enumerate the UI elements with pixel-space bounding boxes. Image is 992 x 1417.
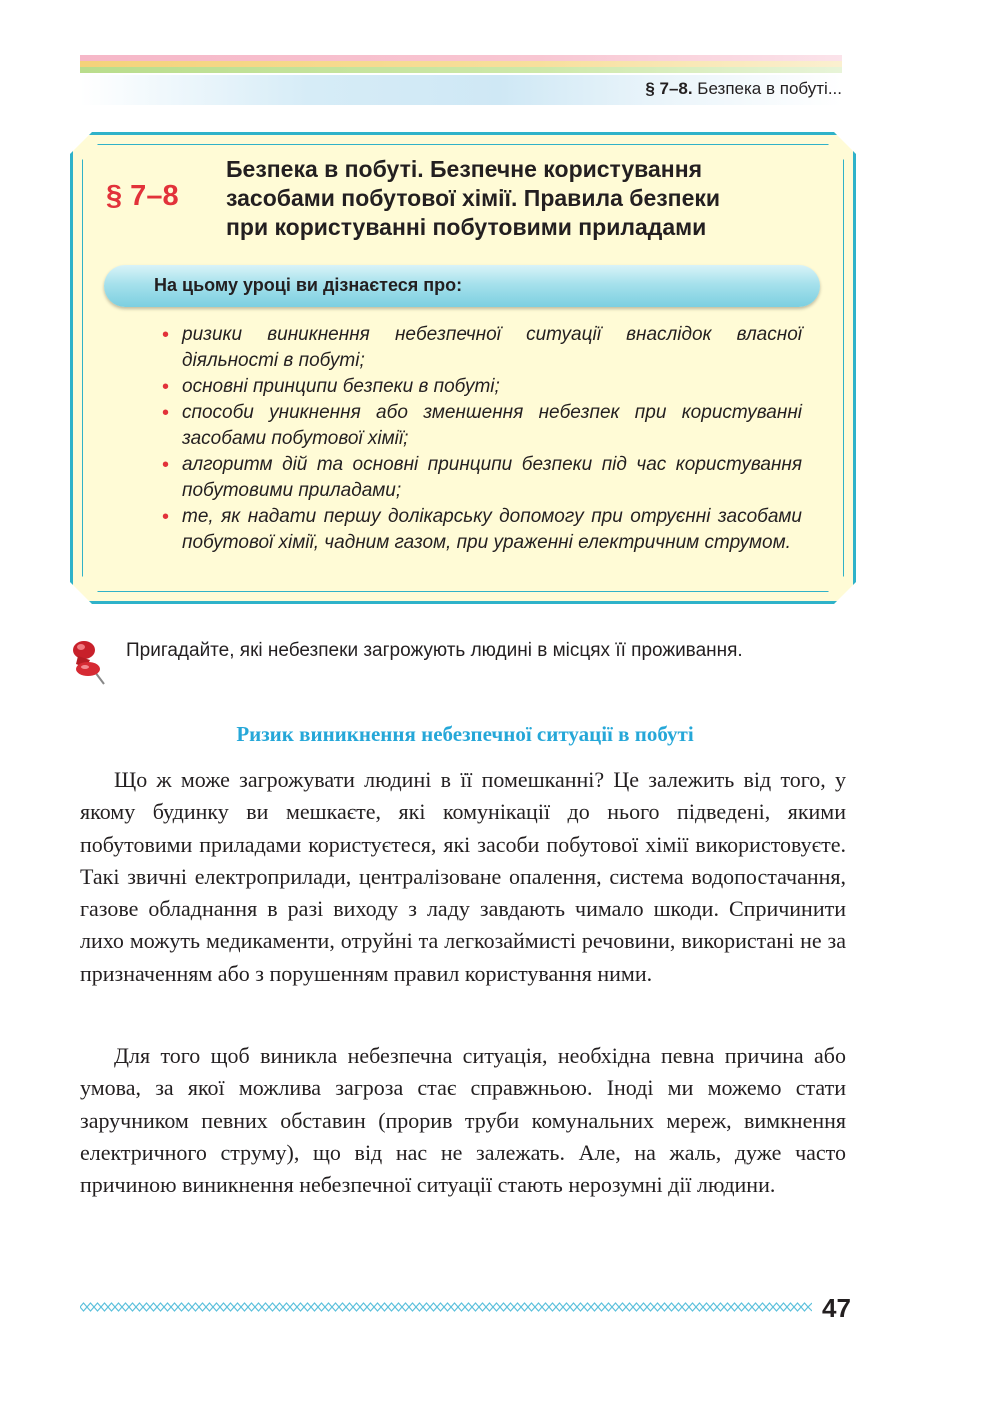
learning-goal-item: • основні принципи безпеки в побуті; [162,374,802,400]
learn-banner-label: На цьому уроці ви дізнаєтеся про: [154,275,463,295]
footer-decorative-line [80,1300,812,1314]
section-subheading: Ризик виникнення небезпечної ситуації в побуті [236,722,694,746]
running-head-section: § 7–8. [645,79,693,98]
running-head-title: Безпека в побуті... [692,79,842,98]
body-paragraph: Для того щоб виникла небезпечна ситуація, необхідна певна причина або умова, за якої можлива загроза стає справжньою. Іноді ми можемо стати заручником певних обставин (прорив труби комунальних мереж, вимкнення електричного струму), що від нас не залежать. Але, на жаль, дуже часто причиною виникнення небезпечної ситуації стають нерозумні дії людини. [80,1043,846,1198]
learn-banner [104,265,820,307]
pushpin-icon [70,638,114,688]
section-title-line: Безпека в побуті. Безпечне користування [226,156,703,182]
running-head [645,79,842,99]
learning-goal-item: • ризики виникнення небезпечної ситуації внаслідок власної діяльності в побуті; [162,322,802,374]
section-number: § 7–8 [106,180,179,212]
section-title [226,155,836,242]
learning-goals-list [162,322,802,556]
page-number: 47 [822,1293,851,1323]
section-title-line: при користуванні побутовими приладами [226,214,707,240]
learning-goal-item: • алгоритм дій та основні принципи безпеки під час користування побутовими приладами; [162,452,802,504]
reminder-text: Пригадайте, які небезпеки загрожують людині в місцях її проживання. [126,640,743,661]
body-paragraph: Що ж може загрожувати людині в її помешканні? Це залежить від того, у якому будинку ви мешкаєте, які комунікації до нього підведені, якими побутовими приладами користуєтеся, які засоби побутової хімії використовуєте. Такі звичні електроприлади, централізоване опалення, система водопостачання, газове обладнання в разі виходу з ладу завдають чимало шкоди. Спричинити лихо можуть медикаменти, отруйні та легкозаймисті речовини, використані не за призначенням або з порушенням правил користування ними. [80,767,846,986]
section-title-line: засобами побутової хімії. Правила безпеки [226,185,721,211]
learning-goal-item: • способи уникнення або зменшення небезпек при користуванні засобами побутової хімії; [162,400,802,452]
stripe-green [80,67,842,73]
learning-goal-item: • те, як надати першу долікарську допомогу при отруєнні засобами побутової хімії, чадним газом, при ураженні електричним струмом. [162,504,802,556]
